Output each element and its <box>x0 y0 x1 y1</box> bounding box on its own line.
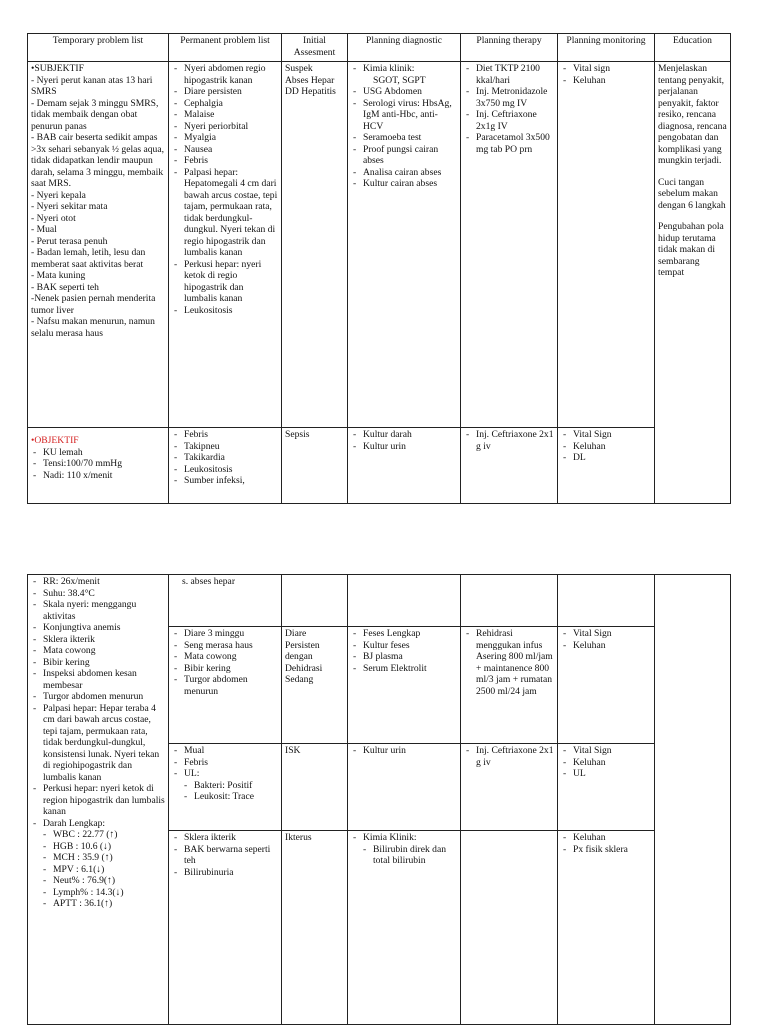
therapy-cell <box>461 575 558 627</box>
therapy-cell <box>461 428 558 504</box>
list-item: - Myalgia <box>172 132 278 144</box>
assessment-text: Abses Hepar <box>285 74 335 86</box>
lab-value: - HGB : 10.6 (↓) <box>41 841 165 853</box>
list-item: - Turgor abdomen menurun <box>172 674 278 697</box>
table-row <box>28 428 731 504</box>
diagnostic-cell <box>348 575 461 627</box>
list-item: - Inj. Metronidazole 3x750 mg IV <box>464 86 554 109</box>
therapy-cell <box>461 627 558 744</box>
list-item: - Keluhan <box>561 75 651 87</box>
lab-value: - MCH : 35.9 (↑) <box>41 852 165 864</box>
subjektif-cell <box>28 62 169 428</box>
list-item: - Serologi virus: HbsAg, IgM anti-Hbc, anti-HCV <box>351 98 457 133</box>
assessment-text: Suspek <box>285 63 313 74</box>
initial-cell <box>282 575 348 627</box>
lab-value: - Neut% : 76.9(↑) <box>41 875 165 887</box>
subjektif-item: - Mata kuning <box>31 270 86 281</box>
subjektif-item: - Demam sejak 3 minggu SMRS, tidak membaik dengan obat penurun panas <box>31 97 159 132</box>
list-item: - Suhu: 38.4°C <box>31 588 165 600</box>
permanent-cell <box>169 831 282 1025</box>
list-item: - Serum Elektrolit <box>351 663 457 675</box>
list-item: - Malaise <box>172 109 278 121</box>
list-item: - Palpasi hepar: Hepar teraba 4 cm dari bawah arcus costae, tepi tajam, permukaan rata, tidak berdungkul-dungkul, konsistensi lunak. Nyeri tekan di regiohipogastrik dan lumbalis kanan <box>31 703 165 784</box>
education-text: Pengubahan pola hidup terutama tidak makan di sembarang tempat <box>658 221 724 278</box>
list-item: - KU lemah <box>31 447 165 459</box>
subjektif-item: - BAB cair beserta sedikit ampas >3x sehari sebanyak ½ gelas aqua, tidak didapatkan lendir maupun darah, selama 3 minggu, membaik saat MRS. <box>31 132 165 189</box>
list-item: - Kultur urin <box>351 441 457 453</box>
education-cell <box>655 62 731 504</box>
assessment-text: Sedang <box>285 674 314 685</box>
assessment-text: DD Hepatitis <box>285 86 336 97</box>
problem-table-bottom <box>27 574 731 1025</box>
subjektif-item: - Perut terasa penuh <box>31 235 108 247</box>
subjektif-item: - Badan lemah, letih, lesu dan memberat saat aktivitas berat <box>31 247 146 270</box>
list-item: - Bibir kering <box>31 657 165 669</box>
subjektif-item: -Nenek pasien pernah menderita tumor liver <box>31 293 156 316</box>
subjektif-item: - Nyeri sekitar mata <box>31 201 108 212</box>
list-item: - Bilirubinuria <box>172 867 278 879</box>
list-item: - Seng merasa haus <box>172 640 278 652</box>
table-row <box>28 575 731 627</box>
monitoring-cell <box>558 744 655 831</box>
subjektif-item: - Nafsu makan menurun, namun selalu merasa haus <box>31 316 155 339</box>
list-item: - Bakteri: Positif <box>182 780 278 792</box>
list-item: - Febris <box>172 155 278 167</box>
list-item: - USG Abdomen <box>351 86 457 98</box>
monitoring-cell <box>558 62 655 428</box>
assessment-text: Dehidrasi <box>285 662 323 674</box>
list-item: - Leukositosis <box>172 464 278 476</box>
permanent-cell <box>169 744 282 831</box>
list-item: - Mata cowong <box>31 645 165 657</box>
monitoring-cell <box>558 575 655 627</box>
header-diagnostic: Planning diagnostic <box>348 34 461 62</box>
list-item: - Febris <box>172 429 278 441</box>
lab-value: - WBC : 22.77 (↑) <box>41 829 165 841</box>
list-item: - Perkusi hepar: nyeri ketok di regio hipogastrik dan lumbalis kanan <box>172 259 278 305</box>
list-item: - Cephalgia <box>172 98 278 110</box>
list-item: - Rehidrasi menggukan infus Asering 800 ml/jam + maintanence 800 ml/3 jam + rumatan 2500 ml/24 jam <box>464 628 554 697</box>
list-item: - Kultur urin <box>351 745 457 757</box>
list-item: - BAK berwarna seperti teh <box>172 844 278 867</box>
list-item: - Diet TKTP 2100 kkal/hari <box>464 63 554 86</box>
monitoring-cell <box>558 627 655 744</box>
list-item: - Kultur darah <box>351 429 457 441</box>
subjektif-label: •SUBJEKTIF <box>31 63 84 74</box>
list-item: - UL <box>561 768 651 780</box>
list-item: - Keluhan <box>561 640 651 652</box>
list-item: - Tensi:100/70 mmHg <box>31 458 165 470</box>
list-item: - Febris <box>172 757 278 769</box>
list-item: - DL <box>561 452 651 464</box>
diagnostic-cell <box>348 627 461 744</box>
table-row <box>28 62 731 428</box>
objektif-label: •OBJEKTIF <box>31 435 79 446</box>
list-item: - Konjungtiva anemis <box>31 622 165 634</box>
lab-value: - APTT : 36.1(↑) <box>41 898 165 910</box>
list-item: - BJ plasma <box>351 651 457 663</box>
assessment-text: Persisten <box>285 639 320 651</box>
list-item: - Diare persisten <box>172 86 278 98</box>
education-cell <box>655 575 731 1025</box>
permanent-cell <box>169 627 282 744</box>
diagnostic-cell <box>348 62 461 428</box>
list-item: - Turgor abdomen menurun <box>31 691 165 703</box>
list-item: - Vital sign <box>561 63 651 75</box>
diagnostic-cell <box>348 831 461 1025</box>
list-item: - Mual <box>172 745 278 757</box>
list-item: - Diare 3 minggu <box>172 628 278 640</box>
subjektif-item: - Mual <box>31 224 57 235</box>
diagnostic-cell <box>348 744 461 831</box>
list-item: - Keluhan <box>561 441 651 453</box>
education-text: Menjelaskan tentang penyakit, perjalanan penyakit, faktor resiko, rencana diagnosa, rencana pengobatan dan komplikasi yang mungkin terjadi. <box>658 63 727 166</box>
list-item: - Bilirubin direk dan total bilirubin <box>361 844 457 867</box>
list-item: - Vital Sign <box>561 628 651 640</box>
list-item: - Kimia Klinik: <box>351 832 457 844</box>
list-item: - Skala nyeri: menggangu aktivitas <box>31 599 165 622</box>
header-row <box>28 34 731 62</box>
list-item: - Keluhan <box>561 757 651 769</box>
list-item: - Inj. Ceftriaxone 2x1 g iv <box>464 745 554 768</box>
subjektif-item: - BAK seperti teh <box>31 281 99 293</box>
assessment-text: dengan <box>285 651 313 662</box>
diagnostic-cell <box>348 428 461 504</box>
list-item: - Nadi: 110 x/menit <box>31 470 165 482</box>
header-temporary: Temporary problem list <box>28 34 169 62</box>
list-item: - Leukosit: Trace <box>182 791 278 803</box>
list-item: - Nyeri periorbital <box>172 121 278 133</box>
list-item: - Px fisik sklera <box>561 844 651 856</box>
list-item: - Inj. Ceftriaxone 2x1 g iv <box>464 429 554 452</box>
list-item: - Mata cowong <box>172 651 278 663</box>
list-item: - Paracetamol 3x500 mg tab PO prn <box>464 132 554 155</box>
list-item: - Bibir kering <box>172 663 278 675</box>
list-item: - Proof pungsi cairan abses <box>351 144 457 167</box>
list-item: - Analisa cairan abses <box>351 167 457 179</box>
list-item: - Nyeri abdomen regio hipogastrik kanan <box>172 63 278 86</box>
list-item: - Perkusi hepar: nyeri ketok di region hipogastrik dan lumbalis kanan <box>31 783 165 818</box>
initial-cell <box>282 627 348 744</box>
monitoring-cell <box>558 428 655 504</box>
subjektif-item: - Nyeri otot <box>31 212 76 224</box>
list-item: - Kultur feses <box>351 640 457 652</box>
lab-value: - MPV : 6.1(↓) <box>41 864 165 876</box>
initial-cell: Sepsis <box>282 428 348 504</box>
initial-cell <box>282 62 348 428</box>
header-monitoring: Planning monitoring <box>558 34 655 62</box>
list-item: - Inspeksi abdomen kesan membesar <box>31 668 165 691</box>
list-item: - Vital Sign <box>561 745 651 757</box>
header-permanent: Permanent problem list <box>169 34 282 62</box>
list-item: - Leukositosis <box>172 305 278 317</box>
header-education: Education <box>655 34 731 62</box>
list-item: - Nausea <box>172 144 278 156</box>
permanent-cell <box>169 62 282 428</box>
list-item: SGOT, SGPT <box>373 74 426 86</box>
list-item: - Palpasi hepar: Hepatomegali 4 cm dari bawah arcus costae, tepi tajam, permukaan rata, tidak berdungkul-dungkul. Nyeri tekan di regio hipogastrik dan lumbalis kanan <box>172 167 278 259</box>
list-item: - Seramoeba test <box>351 132 457 144</box>
list-item: - Sklera ikterik <box>172 832 278 844</box>
list-item: - Darah Lengkap: <box>31 818 165 830</box>
list-item: - Kultur cairan abses <box>351 178 457 190</box>
list-item: - Takipneu <box>172 441 278 453</box>
initial-cell: Ikterus <box>282 831 348 1025</box>
assessment-text: Diare <box>285 628 307 639</box>
initial-cell: ISK <box>282 744 348 831</box>
subjektif-item: - Nyeri kepala <box>31 189 86 201</box>
list-item: - Takikardia <box>172 452 278 464</box>
list-item: - Sklera ikterik <box>31 634 165 646</box>
list-item: - Kimia klinik: <box>351 63 457 75</box>
list-item: - UL: <box>172 768 278 780</box>
objektif-cell <box>28 428 169 504</box>
header-initial: Initial Assesment <box>282 34 348 62</box>
list-item: - Feses Lengkap <box>351 628 457 640</box>
monitoring-cell <box>558 831 655 1025</box>
list-item: - Inj. Ceftriaxone 2x1g IV <box>464 109 554 132</box>
list-item: - Sumber infeksi, <box>172 475 278 487</box>
list-item: - Keluhan <box>561 832 651 844</box>
objective-continued-cell <box>28 575 169 1025</box>
therapy-cell <box>461 744 558 831</box>
permanent-cell <box>169 428 282 504</box>
subjektif-item: - Nyeri perut kanan atas 13 hari SMRS <box>31 74 153 97</box>
problem-table-top <box>27 33 731 504</box>
lab-value: - Lymph% : 14.3(↓) <box>41 887 165 899</box>
list-item: - RR: 26x/menit <box>31 576 165 588</box>
therapy-cell <box>461 831 558 1025</box>
permanent-continued: s. abses hepar <box>182 576 236 587</box>
therapy-cell <box>461 62 558 428</box>
header-therapy: Planning therapy <box>461 34 558 62</box>
list-item: - Vital Sign <box>561 429 651 441</box>
permanent-cell <box>169 575 282 627</box>
education-text: Cuci tangan sebelum makan dengan 6 langkah <box>658 176 726 211</box>
